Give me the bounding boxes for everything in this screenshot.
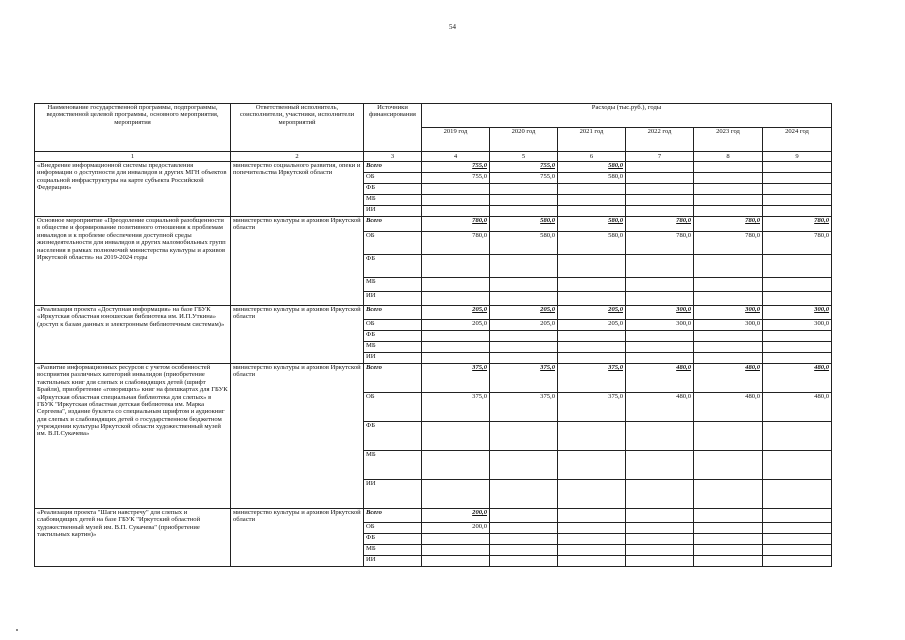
column-number: 8 bbox=[694, 152, 763, 162]
expense-value bbox=[422, 184, 490, 195]
expense-value: 480,0 bbox=[694, 364, 763, 393]
expense-value bbox=[763, 195, 832, 206]
expense-value bbox=[763, 451, 832, 480]
funding-source: Всего bbox=[364, 306, 422, 320]
expense-value bbox=[558, 523, 626, 534]
responsible-executor: министерство социального развития, опеки и попечительства Иркутской области bbox=[231, 162, 364, 217]
expense-value: 580,0 bbox=[490, 232, 558, 255]
responsible-executor: министерство культуры и архивов Иркутской области bbox=[231, 509, 364, 567]
expense-value bbox=[763, 353, 832, 364]
header-year: 2019 год bbox=[422, 128, 490, 152]
expense-value bbox=[422, 534, 490, 545]
expense-value bbox=[694, 206, 763, 217]
expense-value bbox=[558, 422, 626, 451]
expense-value: 300,0 bbox=[626, 306, 694, 320]
funding-source: ОБ bbox=[364, 232, 422, 255]
expense-value bbox=[626, 342, 694, 353]
expense-value bbox=[626, 162, 694, 173]
funding-source: ИИ bbox=[364, 480, 422, 509]
expense-value bbox=[558, 278, 626, 292]
expense-value: 780,0 bbox=[626, 232, 694, 255]
header-expenses: Расходы (тыс.руб.), годы bbox=[422, 104, 832, 128]
expense-value bbox=[422, 545, 490, 556]
activity-name: «Внедрение информационной системы предоставления информации о доступности для инвалидов и других МГН объектов социальной инфраструктуры на карте субъекта Российской Федерации» bbox=[35, 162, 231, 217]
expense-value bbox=[694, 184, 763, 195]
table-row bbox=[35, 364, 832, 393]
expense-value bbox=[626, 545, 694, 556]
expense-value bbox=[490, 534, 558, 545]
expense-value: 780,0 bbox=[626, 217, 694, 232]
expense-value: 300,0 bbox=[763, 306, 832, 320]
header-year: 2023 год bbox=[694, 128, 763, 152]
funding-source: ОБ bbox=[364, 393, 422, 422]
header-year: 2021 год bbox=[558, 128, 626, 152]
expense-value bbox=[422, 353, 490, 364]
expense-value: 580,0 bbox=[490, 217, 558, 232]
funding-source: ИИ bbox=[364, 353, 422, 364]
expense-value bbox=[422, 556, 490, 567]
expense-value bbox=[626, 451, 694, 480]
expense-value: 480,0 bbox=[763, 364, 832, 393]
expense-value: 755,0 bbox=[422, 162, 490, 173]
expense-value bbox=[422, 206, 490, 217]
expense-value bbox=[490, 278, 558, 292]
header-responsible: Ответственный исполнитель, соисполнители, участники, исполнители мероприятий bbox=[231, 104, 364, 152]
expense-value bbox=[694, 162, 763, 173]
expense-value bbox=[558, 534, 626, 545]
expense-value bbox=[694, 523, 763, 534]
expense-value bbox=[558, 509, 626, 523]
expense-value bbox=[558, 342, 626, 353]
expense-value: 755,0 bbox=[490, 162, 558, 173]
funding-source: ИИ bbox=[364, 556, 422, 567]
expense-value bbox=[763, 480, 832, 509]
expense-value bbox=[490, 545, 558, 556]
activity-name: «Реализация проекта «Доступная информация» на базе ГБУК «Иркутская областная юношеская библиотека им. И.П.Уткина» (доступ к базам данных и электронным библиотечным системам)» bbox=[35, 306, 231, 364]
expense-value bbox=[763, 184, 832, 195]
funding-source: ФБ bbox=[364, 534, 422, 545]
expense-value bbox=[422, 451, 490, 480]
expense-value: 200,0 bbox=[422, 509, 490, 523]
expense-value bbox=[694, 545, 763, 556]
expense-value bbox=[626, 353, 694, 364]
funding-source: МБ bbox=[364, 451, 422, 480]
expense-value: 780,0 bbox=[422, 217, 490, 232]
activity-name: «Развитие информационных ресурсов с учетом особенностей восприятия различных категорий инвалидов (приобретение тактильных книг для слепых и слабовидящих детей (шрифт Брайля), приобретение «говорящих» книг на флешкартах для ГБУК «Иркутская областная специальная библиотека для слепых» в ГБУК "Иркутская областная детская библиотека им. Марка Сергеева", издание буклета со специальным шрифтом и аудиокниг для слепых и слабовидящих детей о государственном бюджетном учреждении культуры Иркутской области художественный музей им. В.П.Сукачева» bbox=[35, 364, 231, 509]
expense-value: 205,0 bbox=[490, 306, 558, 320]
expense-value: 205,0 bbox=[558, 306, 626, 320]
expense-value: 480,0 bbox=[694, 393, 763, 422]
expense-value bbox=[558, 480, 626, 509]
expense-value bbox=[490, 509, 558, 523]
header-name: Наименование государственной программы, подпрограммы, ведомственной целевой программы, основного мероприятия, мероприятия bbox=[35, 104, 231, 152]
expense-value bbox=[694, 195, 763, 206]
responsible-executor: министерство культуры и архивов Иркутской области bbox=[231, 364, 364, 509]
expense-value: 375,0 bbox=[422, 364, 490, 393]
expense-value: 300,0 bbox=[763, 320, 832, 331]
expense-value: 780,0 bbox=[694, 217, 763, 232]
expense-value bbox=[694, 422, 763, 451]
expense-value bbox=[694, 556, 763, 567]
expense-value bbox=[626, 331, 694, 342]
funding-source: ИИ bbox=[364, 292, 422, 306]
column-number: 9 bbox=[763, 152, 832, 162]
expense-value bbox=[626, 556, 694, 567]
expense-value bbox=[558, 556, 626, 567]
expense-value bbox=[626, 184, 694, 195]
header-year: 2020 год bbox=[490, 128, 558, 152]
expense-value bbox=[626, 534, 694, 545]
funding-source: ОБ bbox=[364, 523, 422, 534]
expense-value: 205,0 bbox=[490, 320, 558, 331]
table-row bbox=[35, 162, 832, 173]
expense-value bbox=[558, 255, 626, 278]
column-number: 4 bbox=[422, 152, 490, 162]
expense-value: 755,0 bbox=[490, 173, 558, 184]
expense-value bbox=[694, 509, 763, 523]
expense-value bbox=[694, 292, 763, 306]
funding-source: МБ bbox=[364, 545, 422, 556]
expense-value bbox=[763, 422, 832, 451]
funding-source: МБ bbox=[364, 278, 422, 292]
funding-source: ФБ bbox=[364, 331, 422, 342]
expense-value: 580,0 bbox=[558, 162, 626, 173]
column-number: 7 bbox=[626, 152, 694, 162]
responsible-executor: министерство культуры и архивов Иркутской области bbox=[231, 217, 364, 306]
table-body bbox=[35, 162, 832, 567]
expense-value bbox=[763, 162, 832, 173]
expense-value bbox=[422, 480, 490, 509]
expense-value bbox=[763, 331, 832, 342]
expense-value bbox=[422, 292, 490, 306]
funding-source: Всего bbox=[364, 509, 422, 523]
expense-value bbox=[490, 422, 558, 451]
funding-source: ФБ bbox=[364, 184, 422, 195]
expense-value bbox=[490, 206, 558, 217]
expense-value bbox=[763, 509, 832, 523]
expense-value: 205,0 bbox=[422, 320, 490, 331]
expense-value bbox=[763, 545, 832, 556]
funding-source: МБ bbox=[364, 195, 422, 206]
expense-value bbox=[626, 173, 694, 184]
funding-source: Всего bbox=[364, 217, 422, 232]
expense-value bbox=[694, 451, 763, 480]
expense-value bbox=[626, 195, 694, 206]
expense-value bbox=[626, 278, 694, 292]
expense-value bbox=[694, 342, 763, 353]
expense-value: 375,0 bbox=[558, 364, 626, 393]
expense-value bbox=[626, 523, 694, 534]
expense-value bbox=[490, 523, 558, 534]
expense-value: 480,0 bbox=[626, 364, 694, 393]
table-row bbox=[35, 217, 832, 232]
expense-value bbox=[490, 255, 558, 278]
expense-value bbox=[626, 480, 694, 509]
funding-source: ОБ bbox=[364, 320, 422, 331]
expense-value bbox=[763, 523, 832, 534]
expense-value bbox=[490, 184, 558, 195]
expense-value bbox=[490, 342, 558, 353]
column-number: 1 bbox=[35, 152, 231, 162]
expense-value bbox=[490, 451, 558, 480]
expense-value bbox=[490, 292, 558, 306]
funding-source: ФБ bbox=[364, 255, 422, 278]
expense-value bbox=[490, 195, 558, 206]
expense-value: 375,0 bbox=[490, 393, 558, 422]
expense-value bbox=[558, 451, 626, 480]
expense-value: 300,0 bbox=[694, 320, 763, 331]
expense-value bbox=[763, 173, 832, 184]
expense-value bbox=[626, 206, 694, 217]
expense-value bbox=[626, 292, 694, 306]
expense-value bbox=[490, 556, 558, 567]
expense-value: 205,0 bbox=[558, 320, 626, 331]
expense-value bbox=[490, 480, 558, 509]
expense-value bbox=[694, 331, 763, 342]
expense-value bbox=[763, 342, 832, 353]
expense-value bbox=[763, 206, 832, 217]
column-number: 3 bbox=[364, 152, 422, 162]
expense-value: 780,0 bbox=[422, 232, 490, 255]
expense-value bbox=[694, 173, 763, 184]
expense-value bbox=[763, 292, 832, 306]
funding-source: Всего bbox=[364, 364, 422, 393]
expense-value: 205,0 bbox=[422, 306, 490, 320]
expense-value bbox=[763, 278, 832, 292]
funding-source: ОБ bbox=[364, 173, 422, 184]
expense-value bbox=[490, 353, 558, 364]
expense-value bbox=[422, 195, 490, 206]
responsible-executor: министерство культуры и архивов Иркутской области bbox=[231, 306, 364, 364]
expense-value bbox=[558, 353, 626, 364]
table-row bbox=[35, 306, 832, 320]
expense-value: 780,0 bbox=[763, 232, 832, 255]
expense-value bbox=[422, 422, 490, 451]
expense-value: 580,0 bbox=[558, 173, 626, 184]
expense-value: 780,0 bbox=[694, 232, 763, 255]
expense-value: 780,0 bbox=[763, 217, 832, 232]
expense-value: 375,0 bbox=[558, 393, 626, 422]
expense-value bbox=[763, 255, 832, 278]
activity-name: «Реализация проекта "Шаги навстречу" для слепых и слабовидящих детей на базе ГБУК "Иркутский областной художественный музей им. В.П. Сукачева" (приобретение тактильных картин)» bbox=[35, 509, 231, 567]
expense-value bbox=[422, 255, 490, 278]
expense-value bbox=[626, 422, 694, 451]
expense-value: 300,0 bbox=[626, 320, 694, 331]
table-row bbox=[35, 509, 832, 523]
column-number: 2 bbox=[231, 152, 364, 162]
expense-value bbox=[694, 255, 763, 278]
expense-value bbox=[763, 556, 832, 567]
expense-value bbox=[694, 353, 763, 364]
expense-value bbox=[694, 534, 763, 545]
column-number: 5 bbox=[490, 152, 558, 162]
expense-value bbox=[490, 331, 558, 342]
expense-value bbox=[558, 195, 626, 206]
expense-value: 375,0 bbox=[422, 393, 490, 422]
expense-value bbox=[422, 331, 490, 342]
expense-value: 375,0 bbox=[490, 364, 558, 393]
expense-value: 580,0 bbox=[558, 232, 626, 255]
expense-value: 580,0 bbox=[558, 217, 626, 232]
expense-value bbox=[694, 480, 763, 509]
expense-value bbox=[558, 184, 626, 195]
column-number: 6 bbox=[558, 152, 626, 162]
financing-table bbox=[34, 103, 832, 567]
expense-value: 300,0 bbox=[694, 306, 763, 320]
expense-value bbox=[626, 255, 694, 278]
expense-value bbox=[558, 545, 626, 556]
page-number: 54 bbox=[449, 23, 456, 31]
funding-source: ФБ bbox=[364, 422, 422, 451]
expense-value bbox=[422, 278, 490, 292]
expense-value bbox=[763, 534, 832, 545]
expense-value bbox=[626, 509, 694, 523]
header-year: 2022 год bbox=[626, 128, 694, 152]
activity-name: Основное мероприятие «Преодоление социальной разобщенности в обществе и формирование позитивного отношения к проблемам инвалидов и к проблеме обеспечения доступной среды жизнедеятельности для инвалидов и других маломобильных групп населения в рамках полномочий министерства культуры и архивов Иркутской области» на 2019-2024 годы bbox=[35, 217, 231, 306]
expense-value bbox=[422, 342, 490, 353]
expense-value bbox=[558, 292, 626, 306]
scan-speck bbox=[16, 629, 18, 631]
expense-value bbox=[558, 331, 626, 342]
funding-source: Всего bbox=[364, 162, 422, 173]
header-year: 2024 год bbox=[763, 128, 832, 152]
funding-source: ИИ bbox=[364, 206, 422, 217]
expense-value: 200,0 bbox=[422, 523, 490, 534]
header-sources: Источники финансирования bbox=[364, 104, 422, 152]
funding-source: МБ bbox=[364, 342, 422, 353]
expense-value: 755,0 bbox=[422, 173, 490, 184]
expense-value: 480,0 bbox=[763, 393, 832, 422]
expense-value bbox=[558, 206, 626, 217]
expense-value bbox=[694, 278, 763, 292]
expense-value: 480,0 bbox=[626, 393, 694, 422]
